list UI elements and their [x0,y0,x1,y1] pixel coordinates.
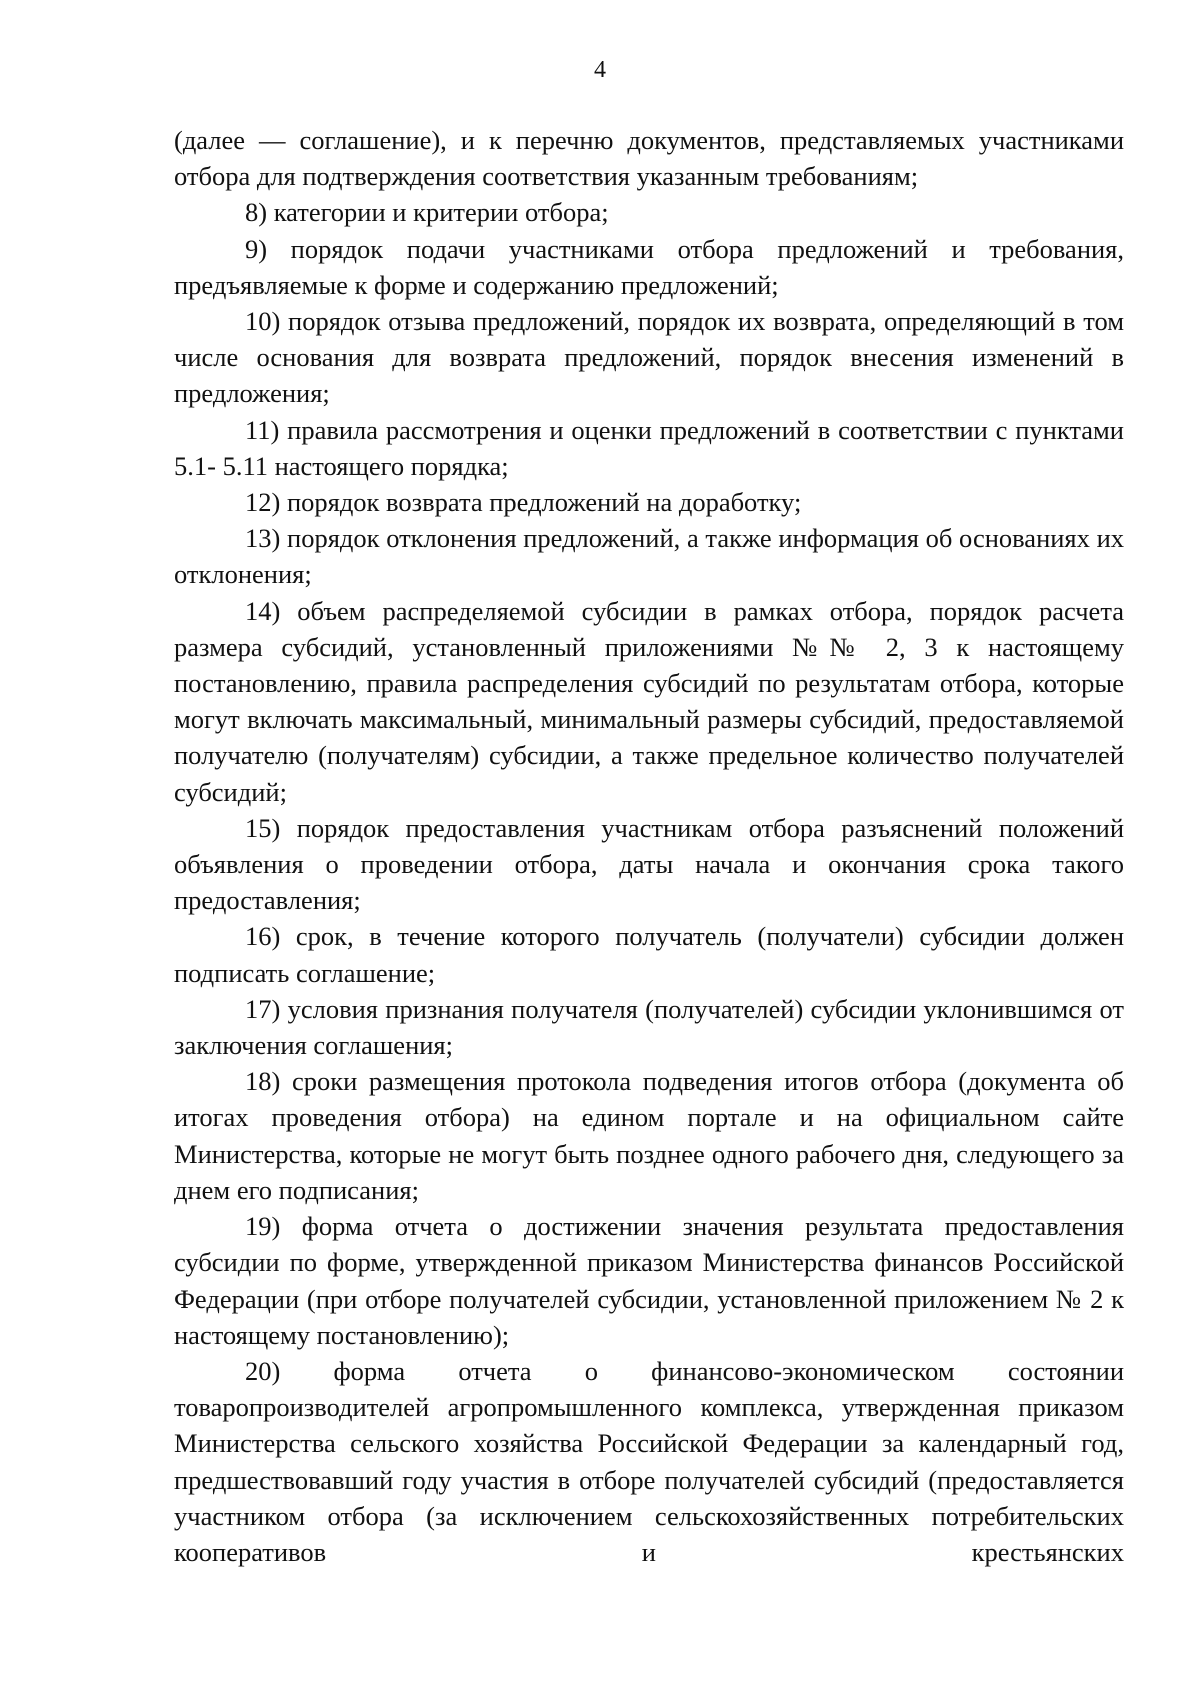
paragraph-item-13: 13) порядок отклонения предложений, а также информация об основаниях их отклонения; [174,523,1124,590]
paragraph-item-18: 18) сроки размещения протокола подведения итогов отбора (документа об итогах проведения отбора) на едином портале и на официальном сайте Министерства, которые не могут быть позднее одного рабочего дня, следующего за днем его подписания; [174,1066,1124,1205]
paragraph-item-19: 19) форма отчета о достижении значения результата предоставления субсидии по форме, утвержденной приказом Министерства финансов Российской Федерации (при отборе получателей субсидии, установленной приложением № 2 к настоящему постановлению); [174,1211,1124,1350]
paragraph-item-16: 16) срок, в течение которого получатель (получатели) субсидии должен подписать соглашение; [174,921,1124,988]
paragraph-item-12: 12) порядок возврата предложений на доработку; [245,487,802,518]
paragraph-continuation: (далее — соглашение), и к перечню документов, представляемых участниками отбора для подтверждения соответствия указанным требованиям; [174,125,1124,192]
paragraph-item-17: 17) условия признания получателя (получателей) субсидии уклонившимся от заключения соглашения; [174,993,1124,1061]
paragraph-item-15: 15) порядок предоставления участникам отбора разъяснений положений объявления о проведении отбора, даты начала и окончания срока такого предоставления; [174,812,1124,916]
paragraph-item-11: 11) правила рассмотрения и оценки предложений в соответствии с пунктами 5.1- 5.11 настоящего порядка; [174,414,1124,481]
paragraph-item-8: 8) категории и критерии отбора; [245,197,609,228]
paragraph-item-14: 14) объем распределяемой субсидии в рамках отбора, порядок расчета размера субсидий, установленный приложениями №№ 2, 3 к настоящему постановлению, правила распределения субсидий по результатам отбора, которые могут включать максимальный, минимальный размеры субсидий, предоставляемой получателю (получателям) субсидии, а также предельное количество получателей субсидий; [174,595,1124,807]
page-number: 4 [594,57,606,83]
paragraph-item-9: 9) порядок подачи участниками отбора предложений и требования, предъявляемые к форме и содержанию предложений; [174,233,1124,300]
paragraph-item-20: 20) форма отчета о финансово-экономическом состоянии товаропроизводителей агропромышленного комплекса, утвержденная приказом Министерства сельского хозяйства Российской Федерации за календарный год, предшествовавший году участия в отборе получателей субсидий (предоставляется участником отбора (за исключением сельскохозяйственных потребительских кооперативов и крестьянских [174,1355,1124,1567]
paragraph-item-10: 10) порядок отзыва предложений, порядок их возврата, определяющий в том числе основания для возврата предложений, порядок внесения изменений в предложения; [174,306,1124,409]
document-body [174,122,1124,1570]
